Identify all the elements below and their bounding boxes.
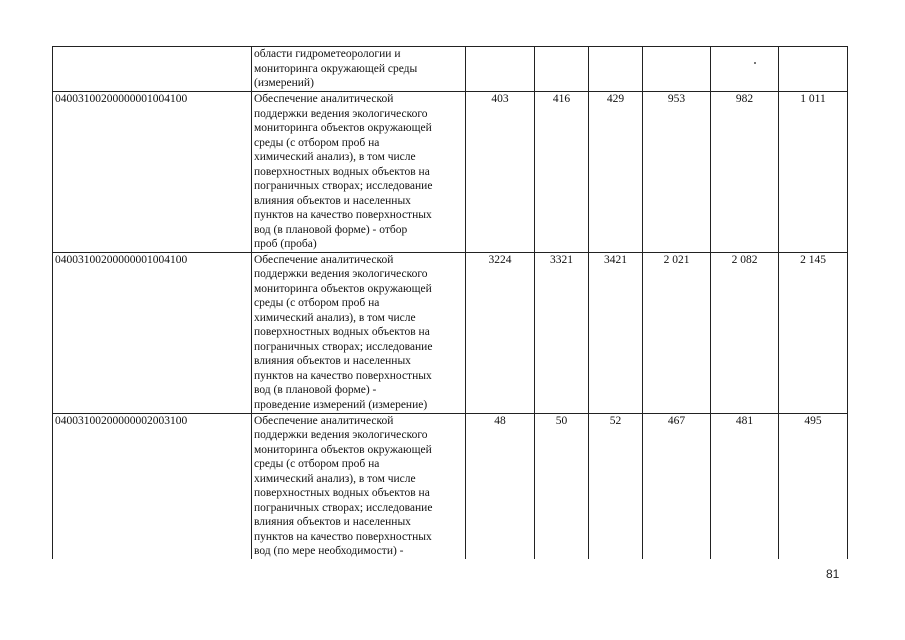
value-cell: 1 011 [779,92,848,253]
row-code: 04003100200000001004100 [53,252,252,413]
value-cell: 495 [779,413,848,559]
value-cell [711,47,779,92]
row-code: 04003100200000001004100 [53,92,252,253]
value-cell: 953 [643,92,711,253]
value-cell: 467 [643,413,711,559]
row-code: 04003100200000002003100 [53,413,252,559]
table-row [53,92,848,253]
value-cell: 2 082 [711,252,779,413]
value-cell: 48 [466,413,535,559]
value-cell: 2 021 [643,252,711,413]
value-cell: 982 [711,92,779,253]
row-description: Обеспечение аналитической поддержки ведения экологического мониторинга объектов окружающей среды (с отбором проб на химический анализ), в том числе поверхностных водных объектов на пограничных створах; исследование влияния объектов и населенных пунктов на качество поверхностных вод (по мере необходимости) - [252,413,466,559]
value-cell: 416 [535,92,589,253]
value-cell: 429 [589,92,643,253]
page-number: 81 [826,567,840,581]
value-cell: 3321 [535,252,589,413]
value-cell: 50 [535,413,589,559]
value-cell [643,47,711,92]
row-description: области гидрометеорологии и мониторинга окружающей среды (измерений) [252,47,466,92]
table-row [53,252,848,413]
value-cell [589,47,643,92]
value-cell: 52 [589,413,643,559]
value-cell: 481 [711,413,779,559]
row-description: Обеспечение аналитической поддержки ведения экологического мониторинга объектов окружающей среды (с отбором проб на химический анализ), в том числе поверхностных водных объектов на пограничных створах; исследование влияния объектов и населенных пунктов на качество поверхностных вод (в плановой форме) - отбор проб (проба) [252,92,466,253]
value-cell: 403 [466,92,535,253]
table-row [53,413,848,559]
data-table [52,46,848,559]
table-row [53,47,848,92]
row-code [53,47,252,92]
scan-speck [754,62,756,64]
value-cell: 3224 [466,252,535,413]
value-cell [535,47,589,92]
value-cell: 3421 [589,252,643,413]
value-cell [466,47,535,92]
row-description: Обеспечение аналитической поддержки ведения экологического мониторинга объектов окружающей среды (с отбором проб на химический анализ), в том числе поверхностных водных объектов на пограничных створах; исследование влияния объектов и населенных пунктов на качество поверхностных вод (в плановой форме) - проведение измерений (измерение) [252,252,466,413]
value-cell: 2 145 [779,252,848,413]
value-cell [779,47,848,92]
